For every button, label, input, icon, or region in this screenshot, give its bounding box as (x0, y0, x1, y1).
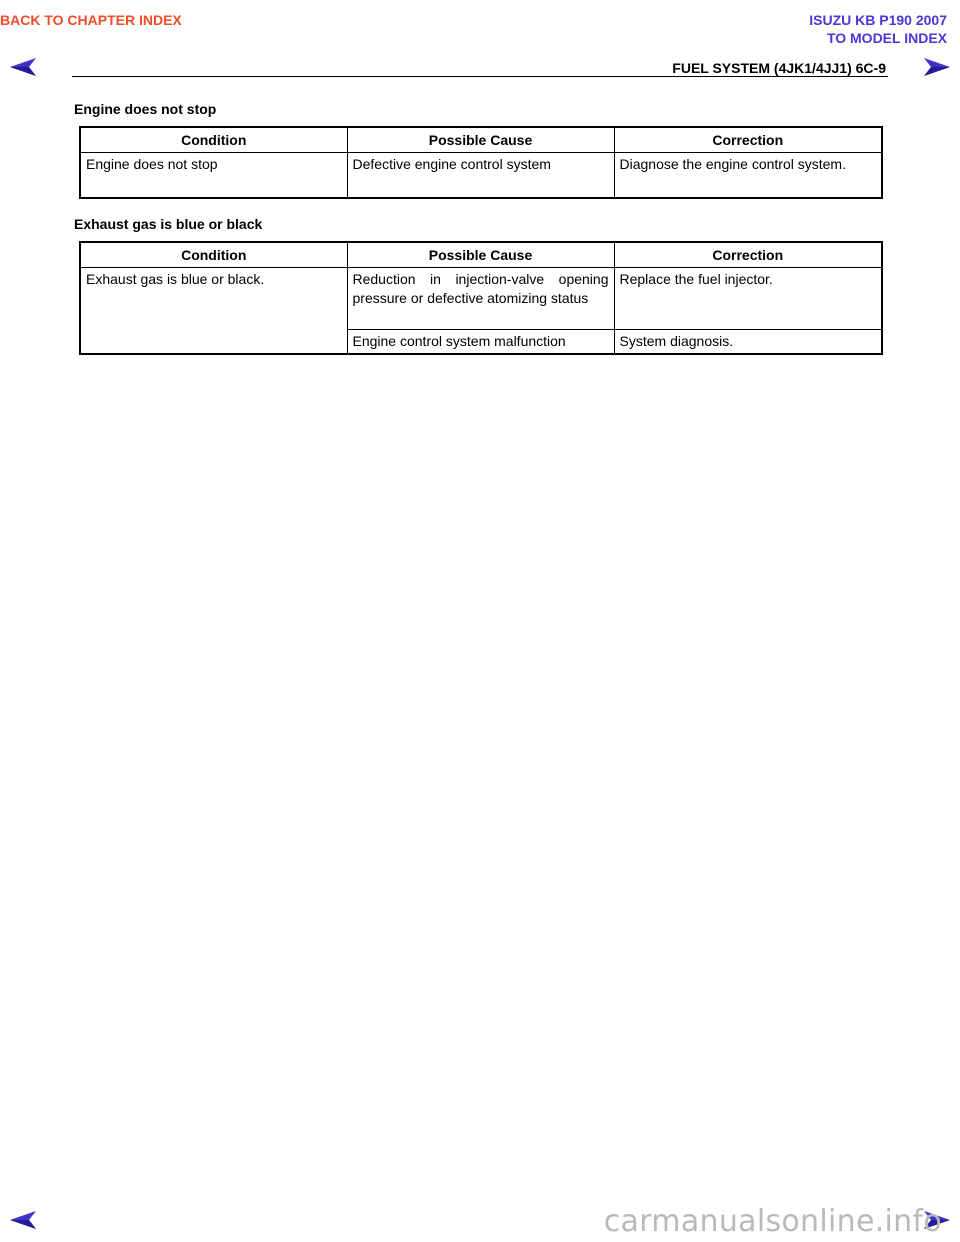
page-header-title: FUEL SYSTEM (4JK1/4JJ1) 6C-9 (672, 60, 886, 76)
column-header-possible-cause: Possible Cause (347, 127, 614, 153)
arrow-right-icon[interactable] (924, 58, 950, 76)
possible-cause-cell: Defective engine control system (347, 153, 614, 199)
condition-cell: Exhaust gas is blue or black. (80, 268, 347, 355)
troubleshooting-table-engine-does-not-stop (79, 126, 883, 199)
possible-cause-cell: Reduction in injection-valve opening pressure or defective atomizing status (347, 268, 614, 330)
to-model-index-link[interactable]: TO MODEL INDEX (826, 30, 947, 46)
table-row (80, 153, 882, 199)
section-heading-exhaust-gas: Exhaust gas is blue or black (74, 216, 263, 232)
correction-cell: Replace the fuel injector. (614, 268, 882, 330)
table-header-row (80, 242, 882, 268)
troubleshooting-table-exhaust-gas (79, 241, 883, 355)
column-header-possible-cause: Possible Cause (347, 242, 614, 268)
arrow-left-icon[interactable] (10, 58, 36, 76)
arrow-left-icon[interactable] (10, 1211, 36, 1229)
correction-cell: System diagnosis. (614, 330, 882, 355)
possible-cause-cell: Engine control system malfunction (347, 330, 614, 355)
column-header-condition: Condition (80, 127, 347, 153)
watermark: carmanualsonline.info (603, 1204, 942, 1239)
table-header-row (80, 127, 882, 153)
section-heading-engine-does-not-stop: Engine does not stop (74, 101, 217, 117)
column-header-condition: Condition (80, 242, 347, 268)
back-to-chapter-index-link[interactable]: BACK TO CHAPTER INDEX (0, 12, 182, 28)
table-row (80, 268, 882, 330)
correction-cell: Diagnose the engine control system. (614, 153, 882, 199)
model-title-link[interactable]: ISUZU KB P190 2007 (809, 12, 947, 28)
column-header-correction: Correction (614, 242, 882, 268)
column-header-correction: Correction (614, 127, 882, 153)
header-divider (72, 76, 888, 77)
condition-cell: Engine does not stop (80, 153, 347, 199)
